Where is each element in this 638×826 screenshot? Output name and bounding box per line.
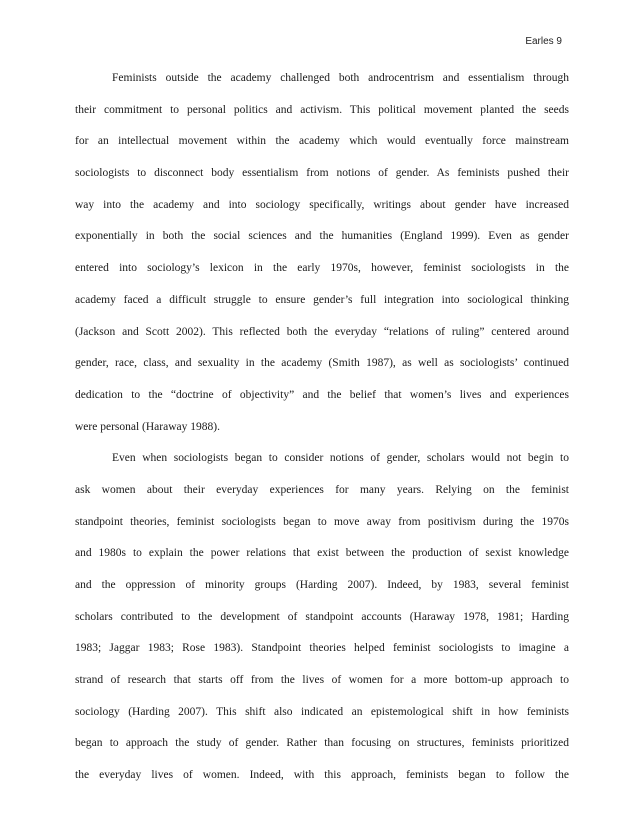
text-line: their commitment to personal politics and activism. This political movement planted the seeds (75, 103, 569, 116)
text-line: academy faced a difficult struggle to ensure gender’s full integration into sociological thinking (75, 293, 569, 306)
text-line: entered into sociology’s lexicon in the early 1970s, however, feminist sociologists in the (75, 262, 569, 275)
text-line: sociology (Harding 2007). This shift also indicated an epistemological shift in how feminists (75, 705, 569, 718)
text-line: and 1980s to explain the power relations that exist between the production of sexist knowledge (75, 547, 569, 560)
text-line: way into the academy and into sociology specifically, writings about gender have increased (75, 198, 569, 211)
text-line: were personal (Haraway 1988). (75, 420, 220, 433)
text-line: Even when sociologists began to consider notions of gender, scholars would not begin to (112, 452, 569, 465)
text-line: sociologists to disconnect body essentialism from notions of gender. As feminists pushed their (75, 167, 569, 180)
text-line: scholars contributed to the development of standpoint accounts (Haraway 1978, 1981; Harding (75, 610, 569, 623)
page-header-number: Earles 9 (525, 36, 562, 47)
text-line: for an intellectual movement within the academy which would eventually force mainstream (75, 135, 569, 148)
text-line: (Jackson and Scott 2002). This reflected both the everyday “relations of ruling” centered around (75, 325, 569, 338)
text-line: the everyday lives of women. Indeed, with this approach, feminists began to follow the (75, 769, 569, 782)
text-line: gender, race, class, and sexuality in the academy (Smith 1987), as well as sociologists’ continued (75, 357, 569, 370)
text-line: began to approach the study of gender. Rather than focusing on structures, feminists prioritized (75, 737, 569, 750)
paragraph-2 (75, 448, 569, 797)
text-line: Feminists outside the academy challenged both androcentrism and essentialism through (112, 72, 569, 84)
text-line: exponentially in both the social sciences and the humanities (England 1999). Even as gender (75, 230, 569, 243)
document-body (75, 68, 569, 797)
text-line: and the oppression of minority groups (Harding 2007). Indeed, by 1983, several feminist (75, 579, 569, 591)
text-line: 1983; Jaggar 1983; Rose 1983). Standpoint theories helped feminist sociologists to imagine a (75, 642, 569, 655)
text-line: ask women about their everyday experiences for many years. Relying on the feminist (75, 483, 569, 496)
text-line: strand of research that starts off from the lives of women for a more bottom-up approach to (75, 674, 569, 687)
paragraph-1 (75, 68, 569, 448)
text-line: dedication to the “doctrine of objectivity” and the belief that women’s lives and experiences (75, 388, 569, 401)
text-line: standpoint theories, feminist sociologists began to move away from positivism during the 1970s (75, 515, 569, 528)
